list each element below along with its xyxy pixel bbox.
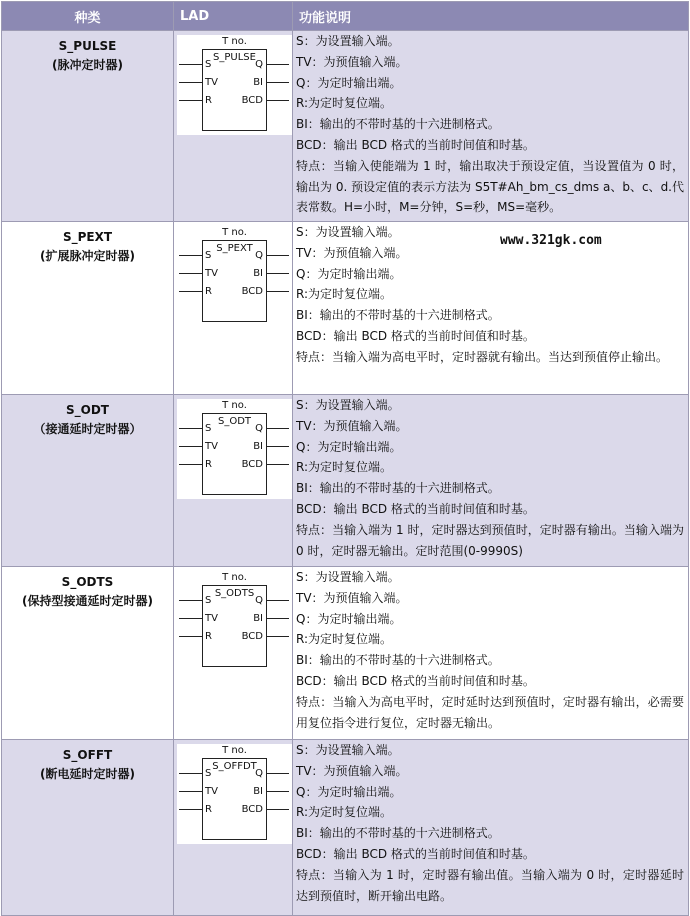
description-cell (293, 567, 689, 740)
input-wire (179, 464, 202, 465)
timer-block (202, 49, 267, 131)
description-cell (293, 31, 689, 222)
table-header-row (2, 2, 689, 31)
description-cell (293, 740, 689, 916)
output-wire (266, 428, 289, 429)
output-wire (266, 446, 289, 447)
description-line: BI：输出的不带时基的十六进制格式。 (296, 653, 500, 668)
timer-block-name: S_PULSE (213, 52, 256, 63)
input-pin-s: S (205, 250, 212, 261)
timer-block-name: S_OFFDT (212, 761, 257, 772)
output-pin-bi: BI (253, 786, 263, 797)
output-pin-bcd: BCD (241, 286, 263, 297)
timer-block (202, 240, 267, 322)
timer-kind-cell (2, 31, 174, 222)
input-pin-tv: TV (205, 441, 218, 452)
input-wire (179, 291, 202, 292)
timer-block (202, 585, 267, 667)
input-pin-s: S (205, 59, 212, 70)
description-line: BCD：输出 BCD 格式的当前时间值和时基。 (296, 673, 535, 688)
table-row (2, 31, 689, 222)
input-pin-r: R (205, 631, 212, 642)
output-wire (266, 618, 289, 619)
output-wire (266, 636, 289, 637)
description-line: BI：输出的不带时基的十六进制格式。 (296, 481, 500, 496)
timer-kind-cell (2, 740, 174, 916)
description-line: BI：输出的不带时基的十六进制格式。 (296, 308, 500, 323)
output-pin-q: Q (255, 768, 263, 779)
input-wire (179, 100, 202, 101)
input-wire (179, 809, 202, 810)
input-wire (179, 600, 202, 601)
timer-number-label: T no. (222, 36, 247, 47)
timer-table (1, 1, 689, 916)
input-pin-s: S (205, 595, 212, 606)
description-line: Q：为定时输出端。 (296, 784, 402, 799)
output-pin-bi: BI (253, 268, 263, 279)
timer-chinese-name: （接通延时定时器） (33, 422, 142, 436)
description-line: Q：为定时输出端。 (296, 611, 402, 626)
timer-chinese-name: (脉冲定时器) (52, 58, 123, 72)
input-pin-s: S (205, 423, 212, 434)
lad-cell (174, 31, 293, 222)
timer-name: S_ODTS (61, 575, 114, 589)
input-wire (179, 446, 202, 447)
description-line: TV：为预值输入端。 (296, 418, 408, 433)
input-wire (179, 82, 202, 83)
description-line: Q：为定时输出端。 (296, 75, 402, 90)
input-pin-r: R (205, 804, 212, 815)
lad-diagram (177, 35, 292, 135)
description-line: R:为定时复位端。 (296, 632, 393, 647)
output-wire (266, 773, 289, 774)
input-pin-s: S (205, 768, 212, 779)
watermark: www.321gk.com (500, 233, 602, 248)
input-wire (179, 618, 202, 619)
output-pin-bcd: BCD (241, 804, 263, 815)
output-wire (266, 273, 289, 274)
lad-diagram (177, 399, 292, 499)
header-lad: LAD (174, 2, 293, 31)
timer-block (202, 758, 267, 840)
output-wire (266, 82, 289, 83)
input-pin-tv: TV (205, 77, 218, 88)
input-pin-tv: TV (205, 268, 218, 279)
description-line: TV：为预值输入端。 (296, 54, 408, 69)
output-wire (266, 809, 289, 810)
timer-chinese-name: (保持型接通延时定时器) (22, 594, 153, 608)
timer-kind-cell (2, 567, 174, 740)
description-line: BCD：输出 BCD 格式的当前时间值和时基。 (296, 137, 535, 152)
description-line: S：为设置输入端。 (296, 570, 400, 584)
description-cell (293, 395, 689, 567)
timer-number-label: T no. (222, 227, 247, 238)
output-pin-bi: BI (253, 441, 263, 452)
output-wire (266, 291, 289, 292)
output-pin-q: Q (255, 250, 263, 261)
timer-number-label: T no. (222, 400, 247, 411)
input-wire (179, 255, 202, 256)
header-kind: 种类 (2, 2, 174, 31)
feature-note: 特点：当输入为高电平时，定时延时达到预值时，定时器有输出，必需要用复位指令进行复位，定时器无输出。 (296, 694, 684, 730)
timer-chinese-name: (扩展脉冲定时器) (40, 249, 135, 263)
lad-cell (174, 740, 293, 916)
input-wire (179, 773, 202, 774)
timer-block-name: S_ODT (217, 416, 252, 427)
timer-block-name: S_ODTS (214, 588, 255, 599)
lad-diagram (177, 226, 292, 326)
description-line: Q：为定时输出端。 (296, 266, 402, 281)
timer-name: S_ODT (66, 403, 109, 417)
description-line: S：为设置输入端。 (296, 225, 400, 239)
description-line: R:为定时复位端。 (296, 96, 393, 111)
timer-number-label: T no. (222, 572, 247, 583)
table-row (2, 395, 689, 567)
description-line: BCD：输出 BCD 格式的当前时间值和时基。 (296, 501, 535, 516)
input-wire (179, 428, 202, 429)
input-pin-r: R (205, 459, 212, 470)
input-wire (179, 273, 202, 274)
input-pin-r: R (205, 95, 212, 106)
lad-diagram (177, 571, 292, 671)
description-line: BCD：输出 BCD 格式的当前时间值和时基。 (296, 846, 535, 861)
timer-name: S_OFFT (62, 748, 113, 762)
table-row (2, 740, 689, 916)
timer-number-label: T no. (222, 745, 247, 756)
input-pin-r: R (205, 286, 212, 297)
output-pin-bi: BI (253, 77, 263, 88)
output-wire (266, 464, 289, 465)
output-wire (266, 255, 289, 256)
description-line: R:为定时复位端。 (296, 287, 393, 302)
input-wire (179, 636, 202, 637)
timer-chinese-name: (断电延时定时器) (40, 767, 135, 781)
description-line: BCD：输出 BCD 格式的当前时间值和时基。 (296, 328, 535, 343)
lad-diagram (177, 744, 292, 844)
output-pin-q: Q (255, 595, 263, 606)
description-line: S：为设置输入端。 (296, 34, 400, 48)
lad-cell (174, 567, 293, 740)
output-pin-bcd: BCD (241, 631, 263, 642)
description-line: BI：输出的不带时基的十六进制格式。 (296, 117, 500, 132)
table-row (2, 567, 689, 740)
description-cell (293, 222, 689, 395)
description-line: S：为设置输入端。 (296, 398, 400, 412)
output-pin-q: Q (255, 59, 263, 70)
timer-block (202, 413, 267, 495)
timer-name: S_PEXT (62, 230, 113, 244)
description-line: S：为设置输入端。 (296, 743, 400, 757)
description-line: Q：为定时输出端。 (296, 439, 402, 454)
lad-cell (174, 395, 293, 567)
timer-kind-cell (2, 395, 174, 567)
description-line: BI：输出的不带时基的十六进制格式。 (296, 826, 500, 841)
description-line: R:为定时复位端。 (296, 805, 393, 820)
output-pin-bi: BI (253, 613, 263, 624)
output-wire (266, 64, 289, 65)
output-wire (266, 791, 289, 792)
input-pin-tv: TV (205, 786, 218, 797)
feature-note: 特点：当输入使能端为 1 时，输出取决于预设定值，当设置值为 0 时，输出为 0. 预设定值的表示方法为 S5T#Ah_bm_cs_dms a、b、c、d.代表常数。H=小时，M=分钟，S=秒，MS=毫秒。 (296, 158, 684, 215)
input-wire (179, 64, 202, 65)
description-line: R:为定时复位端。 (296, 460, 393, 475)
timer-block-name: S_PEXT (216, 243, 253, 254)
input-pin-tv: TV (205, 613, 218, 624)
header-description: 功能说明 (293, 2, 689, 31)
output-pin-q: Q (255, 423, 263, 434)
output-wire (266, 100, 289, 101)
output-wire (266, 600, 289, 601)
description-line: TV：为预值输入端。 (296, 763, 408, 778)
output-pin-bcd: BCD (241, 459, 263, 470)
feature-note: 特点：当输入端为 1 时，定时器达到预值时，定时器有输出。当输入端为 0 时，定时器无输出。定时范围(0-9990S) (296, 522, 684, 558)
output-pin-bcd: BCD (241, 95, 263, 106)
description-line: TV：为预值输入端。 (296, 590, 408, 605)
lad-cell (174, 222, 293, 395)
feature-note: 特点：当输入端为高电平时，定时器就有输出。当达到预值停止输出。 (296, 349, 669, 364)
timer-name: S_PULSE (58, 39, 117, 53)
input-wire (179, 791, 202, 792)
feature-note: 特点：当输入为 1 时，定时器有输出值。当输入端为 0 时，定时器延时达到预值时，断开输出电路。 (296, 867, 684, 903)
timer-kind-cell (2, 222, 174, 395)
description-line: TV：为预值输入端。 (296, 245, 408, 260)
